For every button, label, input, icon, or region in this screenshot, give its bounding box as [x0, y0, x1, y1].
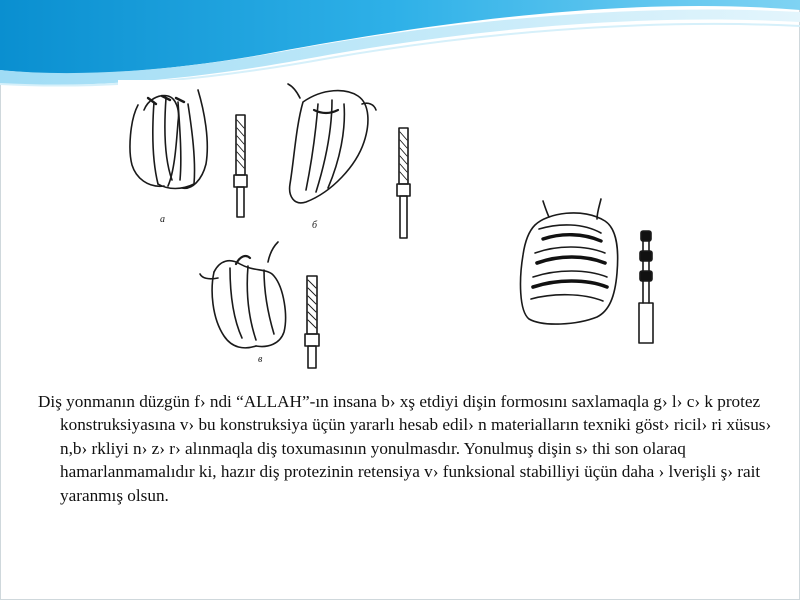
figure-label-v: в: [258, 354, 263, 365]
bur-right-head: [641, 231, 651, 241]
figure-left-drawing: [118, 80, 432, 385]
figure-tooth-preparation-burs: [118, 80, 432, 385]
molar-outline: [521, 213, 618, 324]
figure-label-b: б: [312, 220, 318, 231]
tooth-a-outline: [130, 105, 164, 186]
body-paragraph: Diş yonmanın düzgün f› ndi “ALLAH”-ın insana b› xş etdiyi dişin formosını saxlamaqla g› l› c› k protez konstruksiyasına v› bu konstruksiya üçün yararlı hesab edil› n materialların texniki göst› ricil› ri xüsus› n,b› rkliyi n› z› r› alınmaqla diş toxumasının yonulmasdır. Yonulmuş dişin s› thi son olaraq hamarlanmamalıdır ki, hazır diş protezinin retensiya v› funksional stabilliyi üçün daha › lverişli ş› rait yaranmış olsun.: [38, 392, 772, 505]
figure-right-drawing: [513, 193, 669, 345]
figure-label-a: a: [160, 214, 165, 225]
wave-header-decoration: [0, 0, 800, 90]
tooth-v-outline: [214, 261, 286, 347]
figure-molar-grooves-bur: [513, 193, 669, 345]
bur-right-shank: [639, 303, 653, 343]
